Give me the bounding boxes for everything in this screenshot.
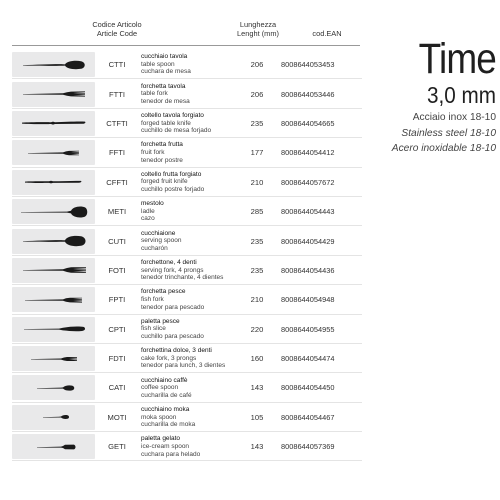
- product-length: 177: [250, 148, 264, 158]
- length-header: [226, 20, 290, 38]
- article-code-label-it: Codice Articolo: [92, 20, 142, 29]
- name-es: cucharilla de moka: [141, 421, 196, 429]
- name-es: tenedor trinchante, 4 dientes: [141, 274, 224, 282]
- table-row: [12, 109, 362, 138]
- table-row: [12, 315, 362, 344]
- product-length: 105: [250, 412, 264, 422]
- name-it: cucchiaino caffè: [141, 376, 188, 384]
- article-code: FFTI: [108, 148, 126, 158]
- product-image: [12, 434, 95, 459]
- product-description: [139, 53, 235, 76]
- name-es: cuchara de mesa: [141, 68, 191, 76]
- article-code: CATI: [108, 383, 126, 393]
- name-es: tenedor para lunch, 3 dientes: [141, 362, 226, 370]
- fish-fork-icon: [19, 293, 89, 307]
- name-it: forchettina dolce, 3 denti: [141, 347, 212, 355]
- name-en: forged table knife: [141, 119, 191, 127]
- product-description: [139, 83, 235, 106]
- article-code: METI: [107, 207, 127, 217]
- product-description: [139, 259, 235, 282]
- table-row: [12, 344, 362, 373]
- collection-title: Time: [418, 35, 496, 83]
- name-it: forchetta frutta: [141, 141, 183, 149]
- name-en: table spoon: [141, 60, 175, 68]
- table-fork-icon: [19, 87, 89, 101]
- product-description: [139, 318, 235, 341]
- name-en: moka spoon: [141, 413, 177, 421]
- name-it: coltello tavola forgiato: [141, 112, 204, 120]
- ean-code: 8008644054467: [281, 412, 335, 422]
- table-row: [12, 79, 362, 108]
- collection-info: [362, 35, 496, 155]
- table-row: [12, 285, 362, 314]
- article-code-header: [84, 20, 150, 38]
- name-en: ladle: [141, 207, 155, 215]
- table-row: [12, 138, 362, 167]
- table-spoon-icon: [19, 58, 89, 72]
- name-it: cucchiaino moka: [141, 405, 190, 413]
- name-it: forchetta tavola: [141, 82, 186, 90]
- product-description: [139, 288, 235, 311]
- product-description: [139, 141, 235, 164]
- product-image: [12, 346, 95, 371]
- name-en: serving spoon: [141, 237, 182, 245]
- ean-code: 8008644054436: [281, 265, 335, 275]
- ean-code: 8008644054429: [281, 236, 335, 246]
- table-knife-icon: [19, 116, 89, 130]
- ice-cream-spoon-icon: [19, 440, 89, 454]
- name-es: cuchillo para pescado: [141, 333, 204, 340]
- product-image: [12, 287, 95, 312]
- name-en: fish slice: [141, 325, 166, 333]
- ean-code: 8008644054665: [281, 118, 335, 128]
- product-length: 206: [250, 89, 264, 99]
- article-code: GETI: [108, 442, 126, 452]
- ean-code: 8008644054474: [281, 354, 335, 364]
- table-row: [12, 197, 362, 226]
- moka-spoon-icon: [19, 410, 89, 424]
- name-es: cucharón: [141, 244, 168, 252]
- product-length: 235: [250, 236, 264, 246]
- ean-code: 8008644054948: [281, 295, 335, 305]
- article-code: CFFTI: [106, 177, 128, 187]
- table-row: [12, 403, 362, 432]
- name-es: cazo: [141, 215, 155, 223]
- name-it: forchettone, 4 denti: [141, 259, 197, 267]
- thickness-label: 3,0 mm: [426, 82, 496, 108]
- name-it: coltello frutta forgiato: [141, 170, 202, 178]
- table-row: [12, 432, 362, 461]
- name-es: tenedor postre: [141, 156, 183, 164]
- name-es: cuchillo de mesa forjado: [141, 127, 212, 135]
- name-en: fish fork: [141, 296, 164, 304]
- ladle-icon: [19, 205, 89, 219]
- name-es: tenedor de mesa: [141, 97, 190, 105]
- product-description: [139, 171, 235, 194]
- product-description: [139, 406, 235, 429]
- product-description: [139, 347, 235, 370]
- article-code: MOTI: [107, 412, 127, 422]
- product-table: [12, 50, 362, 461]
- product-length: 206: [250, 60, 264, 70]
- ean-header: cod.EAN: [312, 29, 342, 38]
- name-es: cucharilla de café: [141, 391, 192, 399]
- product-length: 220: [250, 324, 264, 334]
- name-es: tenedor para pescado: [141, 303, 205, 311]
- product-image: [12, 52, 95, 77]
- table-row: [12, 256, 362, 285]
- product-length: 143: [250, 442, 264, 452]
- name-en: forged fruit knife: [141, 178, 188, 186]
- name-it: cucchiaio tavola: [141, 53, 188, 61]
- product-length: 210: [250, 177, 264, 187]
- name-it: forchetta pesce: [141, 288, 186, 296]
- ean-code: 8008644057672: [281, 177, 335, 187]
- product-description: [139, 435, 235, 458]
- name-es: cuchara para helado: [141, 450, 201, 458]
- ean-code: 8008644057369: [281, 442, 335, 452]
- article-code: FOTI: [108, 265, 126, 275]
- product-length: 235: [250, 265, 264, 275]
- material-it: Acciaio inox 18-10: [412, 112, 496, 123]
- article-code: CPTI: [108, 324, 126, 334]
- name-it: mestolo: [141, 200, 164, 208]
- article-code: FDTI: [108, 354, 126, 364]
- article-code: CTTI: [108, 60, 126, 70]
- product-image: [12, 82, 95, 107]
- length-label-en: Lenght (mm): [237, 29, 279, 38]
- product-length: 143: [250, 383, 264, 393]
- header-divider: [12, 45, 360, 46]
- fruit-knife-icon: [19, 175, 89, 189]
- table-row: [12, 226, 362, 255]
- coffee-spoon-icon: [19, 381, 89, 395]
- product-length: 160: [250, 354, 264, 364]
- product-image: [12, 375, 95, 400]
- name-it: paletta gelato: [141, 435, 181, 443]
- table-row: [12, 373, 362, 402]
- cake-fork-icon: [19, 352, 89, 366]
- product-image: [12, 199, 95, 224]
- product-image: [12, 258, 95, 283]
- table-row: [12, 50, 362, 79]
- ean-code: 8008644054443: [281, 207, 335, 217]
- name-en: coffee spoon: [141, 384, 179, 392]
- article-code: CTFTI: [106, 118, 128, 128]
- ean-code: 8008644053453: [281, 60, 335, 70]
- product-description: [139, 377, 235, 400]
- product-image: [12, 111, 95, 136]
- article-code: CUTI: [108, 236, 126, 246]
- product-image: [12, 405, 95, 430]
- product-image: [12, 317, 95, 342]
- product-image: [12, 140, 95, 165]
- product-description: [139, 230, 235, 253]
- ean-code: 8008644053446: [281, 89, 335, 99]
- name-en: cake fork, 3 prongs: [141, 354, 197, 362]
- name-en: serving fork, 4 prongs: [141, 266, 204, 274]
- length-label-it: Lunghezza: [239, 20, 277, 29]
- product-description: [139, 200, 235, 223]
- fruit-fork-icon: [19, 146, 89, 160]
- product-length: 285: [250, 207, 264, 217]
- table-row: [12, 168, 362, 197]
- product-length: 235: [250, 118, 264, 128]
- serving-spoon-icon: [19, 234, 89, 248]
- ean-code: 8008644054955: [281, 324, 335, 334]
- material-en: Stainless steel 18-10: [401, 127, 496, 139]
- article-code: FPTI: [108, 295, 126, 305]
- product-image: [12, 229, 95, 254]
- product-length: 210: [250, 295, 264, 305]
- ean-code: 8008644054450: [281, 383, 335, 393]
- serving-fork-icon: [19, 263, 89, 277]
- product-image: [12, 170, 95, 195]
- article-code: FTTI: [108, 89, 126, 99]
- material-es: Acero inoxidable 18-10: [391, 143, 496, 155]
- ean-code: 8008644054412: [281, 148, 335, 158]
- name-it: paletta pesce: [141, 317, 180, 325]
- name-en: ice-cream spoon: [141, 442, 190, 450]
- name-en: table fork: [141, 90, 168, 98]
- name-es: cuchillo postre forjado: [141, 186, 205, 194]
- name-en: fruit fork: [141, 149, 165, 157]
- article-code-label-en: Article Code: [96, 29, 138, 38]
- product-description: [139, 112, 235, 135]
- fish-slice-icon: [19, 322, 89, 336]
- name-it: cucchiaione: [141, 229, 176, 237]
